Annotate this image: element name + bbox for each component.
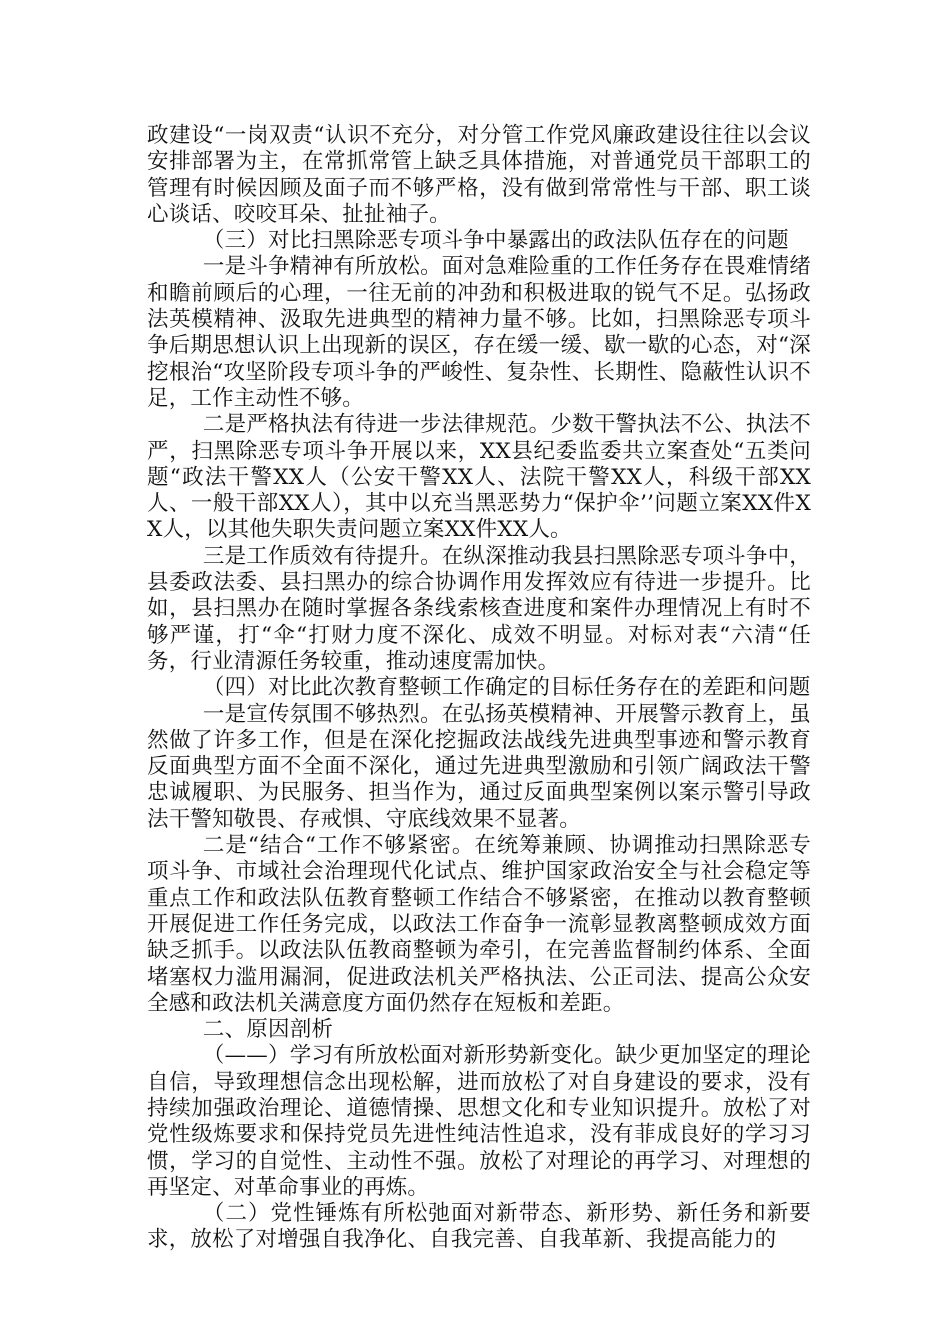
paragraph-3: 二是严格执法有待进一步法律规范。少数干警执法不公、执法不严，扫黑除恶专项斗争开展以来，XX县纪委监委共立案查处“五类问题“政法干警XX人（公安干警XX人、法院干警XX人，科级干部XX人、一般干部XX人），其中以充当黑恶势力“保护伞’’问题立案XX件XX人，以其他失职失责问题立案XX件XX人。 — [147, 412, 811, 543]
section-heading-3: （三）对比扫黑除恶专项斗争中暴露出的政法队伍存在的问题 — [202, 228, 789, 254]
paragraph-6: 二是“结合“工作不够紧密。在统筹兼顾、协调推动扫黑除恶专项斗争、市域社会治理现代化试点、维护国家政治安全与社会稳定等重点工作和政法队伍教育整顿工作结合不够紧密，在推动以教育整顿开展促进工作任务完成，以政法工作奋争一流彰显教离整顿成效方面缺乏抓手。以政法队伍教商整顿为牵引，在完善监督制约体系、全面堵塞权力滥用漏洞，促进政法机关严格执法、公正司法、提高公众安全感和政法机关满意度方面仍然存在短板和差距。 — [147, 833, 811, 1016]
section-heading-4: （四）对比此次教育整顿工作确定的目标任务存在的差距和问题 — [202, 675, 811, 701]
document-body — [147, 123, 811, 1254]
paragraph-8: （二）党性锤炼有所松弛面对新带态、新形势、新任务和新要求，放松了对增强自我净化、自我完善、自我革新、我提高能力的 — [147, 1201, 811, 1253]
paragraph-4: 三是工作质效有待提升。在纵深推动我县扫黑除恶专项斗争中，县委政法委、县扫黑办的综合协调作用发挥效应有待进一步提升。比如，县扫黑办在随时掌握各条线索核查进度和案件办理情况上有时不够严谨，打“伞“打财力度不深化、成效不明显。对标对表“六清“任务，行业清源任务较重，推动速度需加快。 — [147, 543, 811, 674]
paragraph-5: 一是宣传氛围不够热烈。在弘扬英模精神、开展警示教育上，虽然做了许多工作，但是在深化挖掘政法战线先进典型事迹和警示教育反面典型方面不全面不深化，通过先进典型激励和引领广阔政法干警忠诚履职、为民服务、担当作为，通过反面典型案例以案示警引导政法干警知敬畏、存戒惧、守底线效果不显著。 — [147, 701, 811, 832]
paragraph-2: 一是斗争精神有所放松。面对急难险重的工作任务存在畏难情绪和瞻前顾后的心理，一往无前的冲劲和积极进取的锐气不足。弘扬政法英模精神、汲取先进典型的精神力量不够。比如，扫黑除恶专项斗争后期思想认识上出现新的误区，存在缓一缓、歇一歇的心态，对“深挖根治“攻坚阶段专项斗争的严峻性、复杂性、长期性、隐蔽性认识不足，工作主动性不够。 — [147, 254, 811, 411]
paragraph-1: 政建设“一岗双责“认识不充分，对分管工作党风廉政建设往往以会议安排部署为主，在常抓常管上缺乏具体措施，对普通党员干部职工的管理有时候因顾及面子而不够严格，没有做到常常性与干部、职工谈心谈话、咬咬耳朵、扯扯袖子。 — [147, 123, 811, 227]
section-heading-cause-analysis: 二、原因剖析 — [202, 1017, 334, 1043]
paragraph-7: （——）学习有所放松面对新形势新变化。缺少更加坚定的理论自信，导致理想信念出现松解，进而放松了对自身建设的要求，没有持续加强政治理论、道德情操、思想文化和专业知识提升。放松了对党性级炼要求和保持党员先进性纯洁性追求，没有菲成良好的学习习惯，学习的自觉性、主动性不强。放松了对理论的再学习、对理想的再坚定、对革命事业的再炼。 — [147, 1043, 811, 1200]
